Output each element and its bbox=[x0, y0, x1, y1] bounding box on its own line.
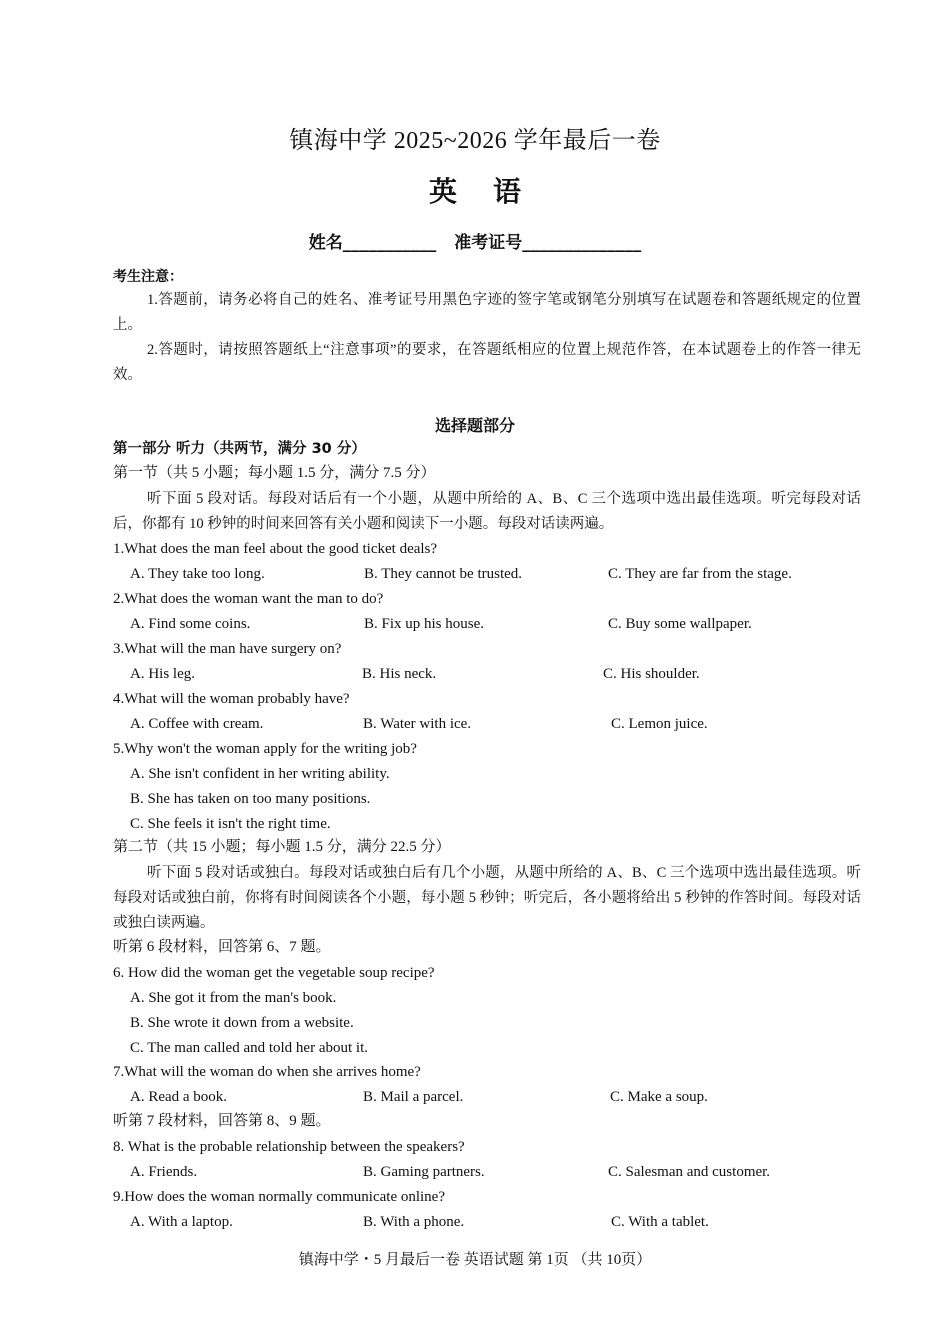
section2-title: 第二节（共 15 小题；每小题 1.5 分，满分 22.5 分） bbox=[113, 839, 451, 855]
notice-item-1: 1.答题前，请务必将自己的姓名、准考证号用黑色字迹的签字笔或钢笔分别填写在试题卷和答题纸规定的位置上。 bbox=[113, 292, 861, 333]
q9-option-b: B. With a phone. bbox=[363, 1214, 465, 1230]
q2-option-b: B. Fix up his house. bbox=[364, 616, 485, 632]
q5-option-b: B. She has taken on too many positions. bbox=[130, 791, 371, 807]
subject-title: 英语 bbox=[428, 175, 557, 208]
q5-option-c: C. She feels it isn't the right time. bbox=[130, 816, 331, 832]
q1-option-a: A. They take too long. bbox=[130, 566, 265, 582]
q6-option-b: B. She wrote it down from a website. bbox=[130, 1015, 354, 1031]
q3-option-c: C. His shoulder. bbox=[603, 666, 700, 682]
part1-title: 第一部分 听力（共两节，满分 30 分） bbox=[113, 441, 366, 457]
q7-option-b: B. Mail a parcel. bbox=[363, 1089, 464, 1105]
section-title: 选择题部分 bbox=[434, 416, 515, 435]
question-5: 5.Why won't the woman apply for the writing job? bbox=[113, 741, 417, 757]
q8-option-a: A. Friends. bbox=[130, 1164, 198, 1180]
q8-option-b: B. Gaming partners. bbox=[363, 1164, 485, 1180]
notice-item-2: 2.答题时，请按照答题纸上“注意事项”的要求，在答题纸相应的位置上规范作答，在本试题卷上的作答一律无效。 bbox=[113, 342, 861, 383]
question-3: 3.What will the man have surgery on? bbox=[113, 641, 342, 657]
q7-option-a: A. Read a book. bbox=[130, 1089, 228, 1105]
q4-option-b: B. Water with ice. bbox=[363, 716, 472, 732]
q2-option-c: C. Buy some wallpaper. bbox=[608, 616, 752, 632]
question-2: 2.What does the woman want the man to do? bbox=[113, 591, 384, 607]
q6-option-c: C. The man called and told her about it. bbox=[130, 1040, 368, 1056]
q4-option-a: A. Coffee with cream. bbox=[130, 716, 264, 732]
exam-number-field: 准考证号______________ bbox=[454, 233, 642, 253]
q5-option-a: A. She isn't confident in her writing ability. bbox=[130, 766, 390, 782]
section2-instructions: 听下面 5 段对话或独白。每段对话或独白后有几个小题，从题中所给的 A、B、C 三个选项中选出最佳选项。听每段对话或独白前，你将有时间阅读各个小题，每小题 5 秒钟；听完后，各小题将给出 5 秒钟的作答时间。每段对话或独白读两遍。 bbox=[113, 865, 861, 931]
section1-title: 第一节（共 5 小题；每小题 1.5 分，满分 7.5 分） bbox=[113, 465, 436, 481]
question-6: 6. How did the woman get the vegetable soup recipe? bbox=[113, 965, 435, 981]
q8-option-c: C. Salesman and customer. bbox=[608, 1164, 771, 1180]
question-4: 4.What will the woman probably have? bbox=[113, 691, 350, 707]
q7-option-c: C. Make a soup. bbox=[610, 1089, 708, 1105]
question-9: 9.How does the woman normally communicate online? bbox=[113, 1189, 445, 1205]
q9-option-c: C. With a tablet. bbox=[611, 1214, 709, 1230]
question-1: 1.What does the man feel about the good ticket deals? bbox=[113, 541, 438, 557]
name-field: 姓名___________ bbox=[308, 233, 437, 253]
exam-title: 镇海中学 2025~2026 学年最后一卷 bbox=[289, 128, 661, 154]
material-7-note: 听第 7 段材料，回答第 8、9 题。 bbox=[113, 1113, 331, 1129]
student-id-line bbox=[0, 228, 950, 253]
page-footer: 镇海中学・5 月最后一卷 英语试题 第 1页 （共 10页） bbox=[298, 1252, 652, 1268]
question-8: 8. What is the probable relationship between the speakers? bbox=[113, 1139, 465, 1155]
q9-option-a: A. With a laptop. bbox=[130, 1214, 233, 1230]
q2-option-a: A. Find some coins. bbox=[130, 616, 251, 632]
q3-option-a: A. His leg. bbox=[130, 666, 195, 682]
material-6-note: 听第 6 段材料，回答第 6、7 题。 bbox=[113, 939, 331, 955]
notice-title: 考生注意： bbox=[113, 269, 183, 285]
q1-option-b: B. They cannot be trusted. bbox=[364, 566, 523, 582]
question-7: 7.What will the woman do when she arrives home? bbox=[113, 1064, 421, 1080]
q3-option-b: B. His neck. bbox=[362, 666, 437, 682]
q4-option-c: C. Lemon juice. bbox=[611, 716, 708, 732]
q1-option-c: C. They are far from the stage. bbox=[608, 566, 792, 582]
q6-option-a: A. She got it from the man's book. bbox=[130, 990, 337, 1006]
section1-instructions: 听下面 5 段对话。每段对话后有一个小题，从题中所给的 A、B、C 三个选项中选出最佳选项。听完每段对话后，你都有 10 秒钟的时间来回答有关小题和阅读下一小题。每段对话读两遍。 bbox=[113, 491, 861, 532]
